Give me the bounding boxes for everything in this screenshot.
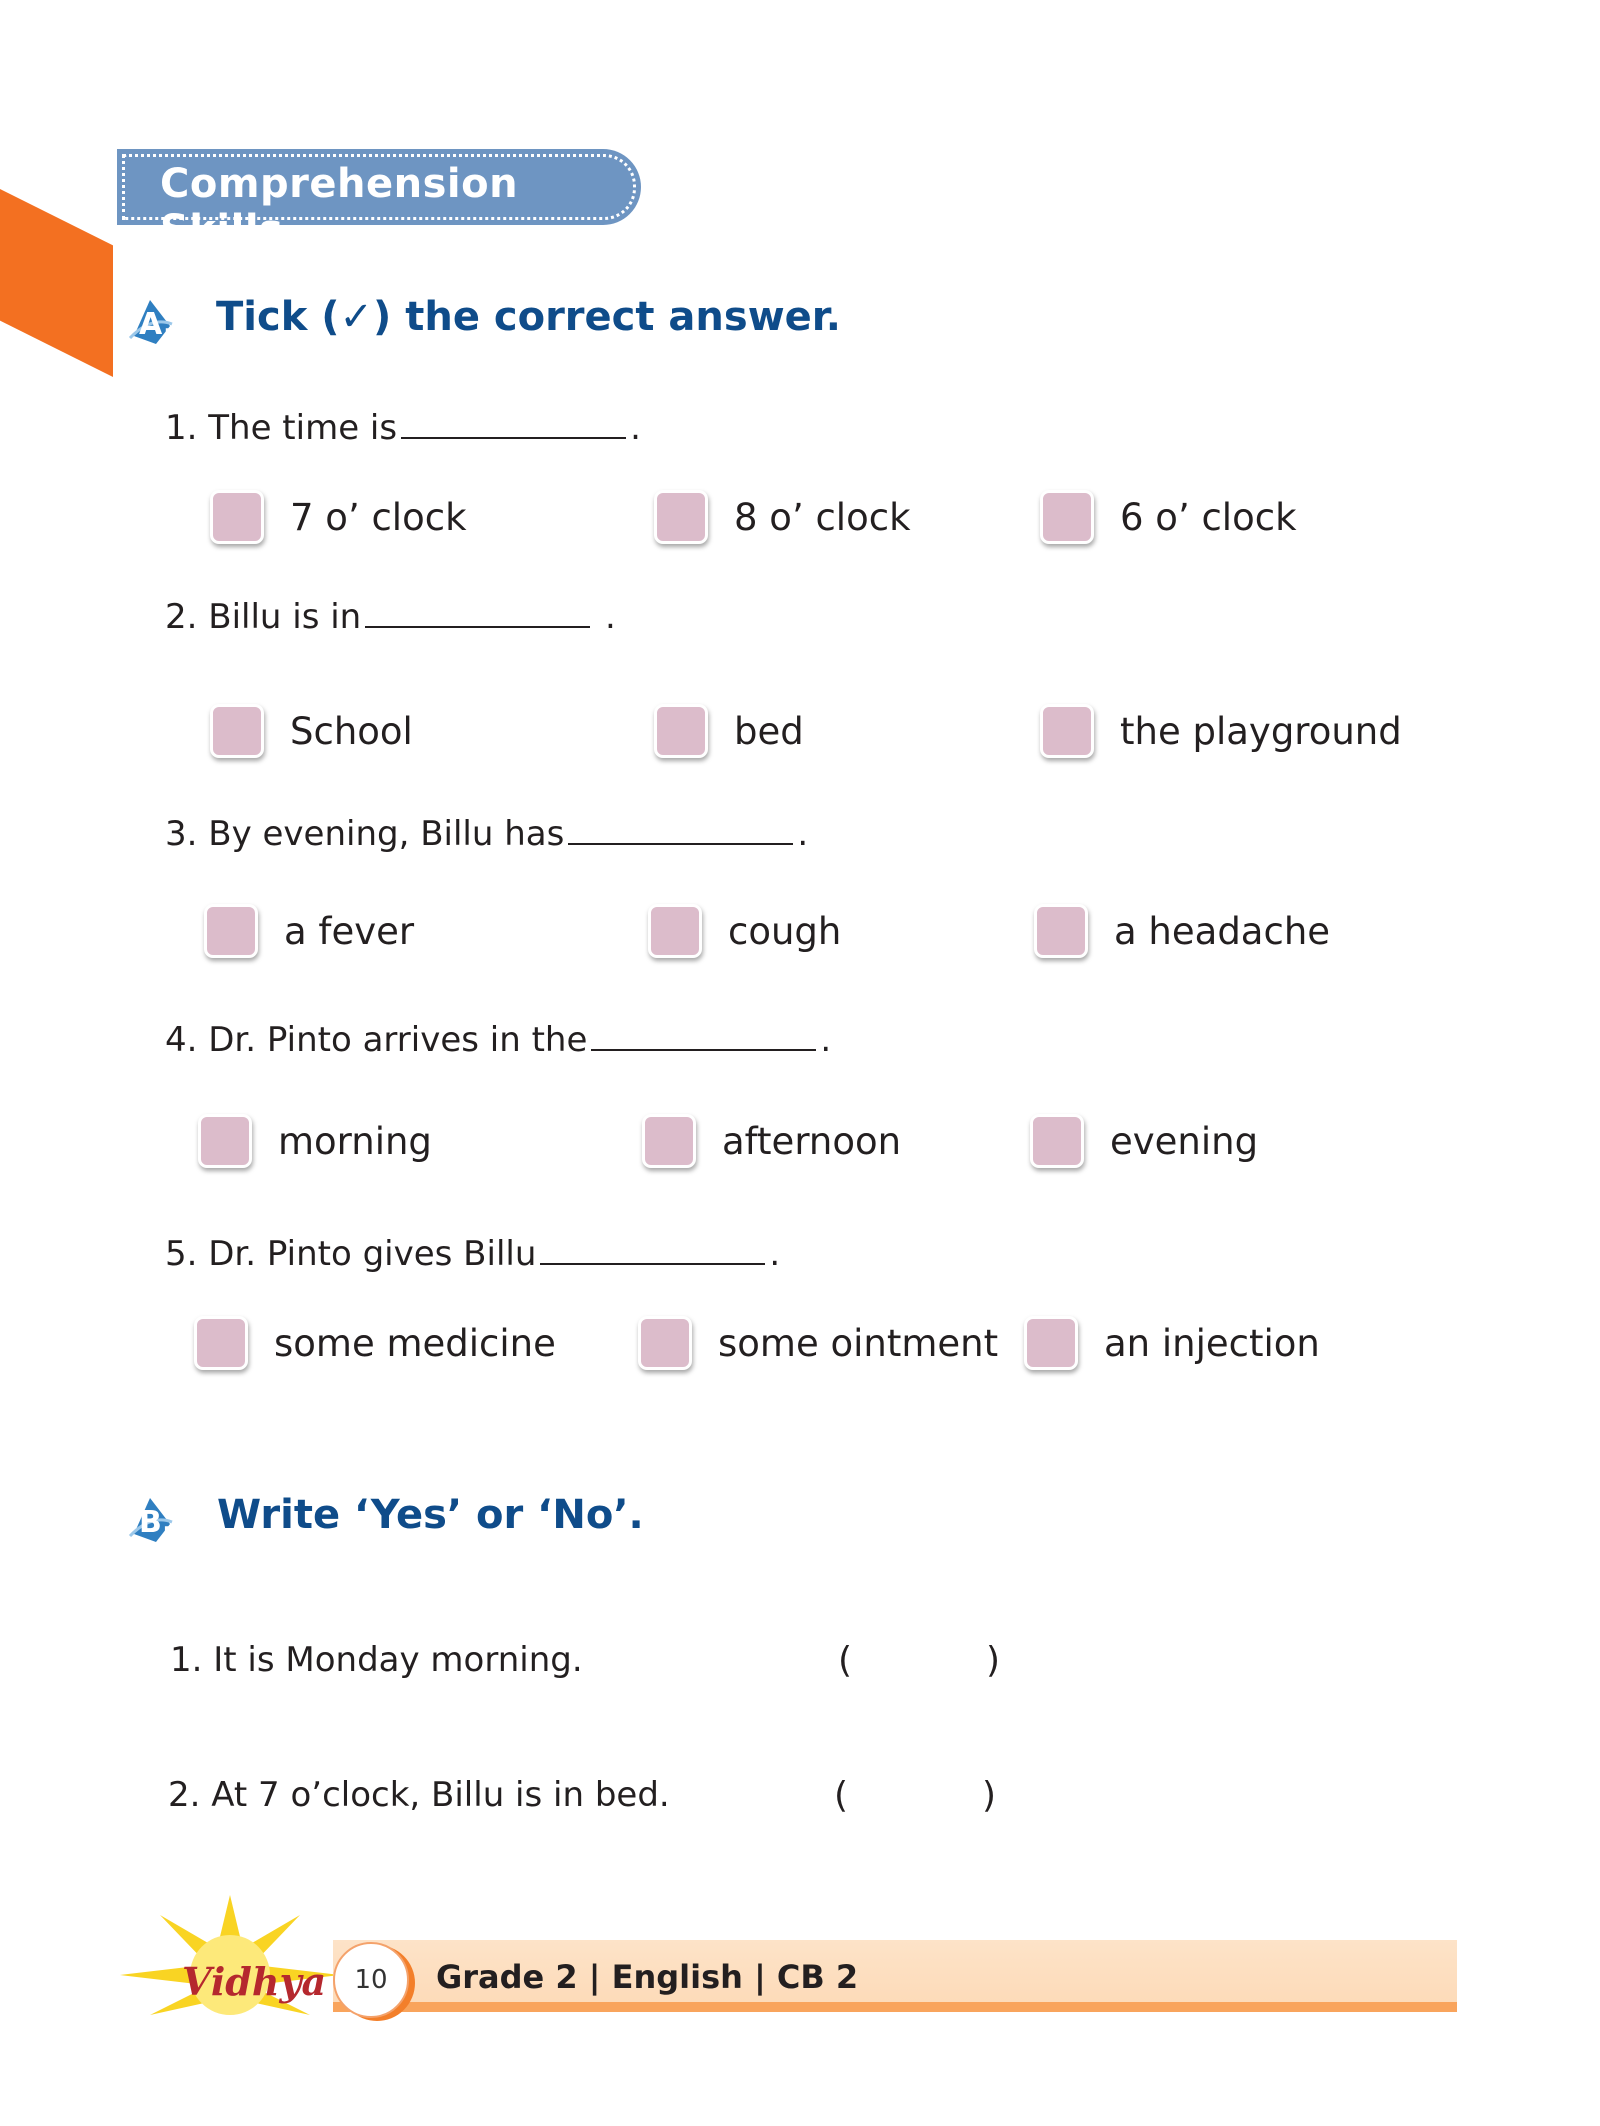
yes-no-item: 2. At 7 o’clock, Billu is in bed. [168,1775,670,1815]
tick-checkbox[interactable] [194,1316,248,1370]
banner-title: Comprehension Skills [160,161,519,253]
tick-checkbox[interactable] [638,1316,692,1370]
section-a-badge-icon [126,296,176,346]
tick-checkbox[interactable] [654,490,708,544]
question-text: 5. Dr. Pinto gives Billu [165,1234,537,1274]
option-label: evening [1110,1119,1259,1163]
answer-blank [401,409,626,439]
option-label: 7 o’ clock [290,495,467,539]
question-end: . [769,1234,781,1274]
section-banner [117,149,641,253]
option-label: cough [728,909,842,953]
question-end: . [594,597,616,637]
tick-checkbox[interactable] [654,704,708,758]
answer-field-2[interactable] [856,1775,976,1819]
answer-option[interactable] [1040,490,1297,544]
answer-option[interactable] [638,1316,998,1370]
question [165,408,641,448]
question-end: . [630,408,641,448]
tick-checkbox[interactable] [1024,1316,1078,1370]
question-text: 4. Dr. Pinto arrives in the [165,1020,588,1060]
tick-checkbox[interactable] [642,1114,696,1168]
footer-text: Grade 2 | English | CB 2 [436,1958,859,1996]
question [165,1234,780,1274]
answer-blank [365,598,590,628]
answer-option[interactable] [648,904,841,958]
answer-option[interactable] [1030,1114,1258,1168]
question-end: . [797,814,809,854]
answer-blank [540,1235,765,1265]
answer-option[interactable] [642,1114,901,1168]
section-b-title: Write ‘Yes’ or ‘No’. [217,1492,644,1538]
section-b-badge-icon [126,1494,176,1544]
question [165,814,808,854]
option-label: a fever [284,909,415,953]
option-label: morning [278,1119,432,1163]
answer-option[interactable] [198,1114,432,1168]
option-label: 6 o’ clock [1120,495,1297,539]
option-label: the playground [1120,709,1402,753]
question-end: . [820,1020,832,1060]
tick-checkbox[interactable] [1030,1114,1084,1168]
section-b-letter: B. [139,1505,174,1540]
corner-decoration [0,189,113,377]
answer-field-1[interactable] [860,1640,980,1684]
option-label: a headache [1114,909,1331,953]
tick-checkbox[interactable] [198,1114,252,1168]
question-text: 1. The time is [165,408,398,448]
answer-blank [591,1021,816,1051]
close-paren: ) [986,1640,1001,1681]
answer-option[interactable] [1040,704,1402,758]
option-label: afternoon [722,1119,902,1163]
answer-option[interactable] [194,1316,556,1370]
tick-checkbox[interactable] [204,904,258,958]
question [165,597,616,637]
answer-blank [568,815,793,845]
option-label: an injection [1104,1321,1320,1365]
section-a-letter: A. [139,307,175,342]
answer-option[interactable] [654,490,911,544]
section-a-title: Tick (✓) the correct answer. [216,294,841,340]
yes-no-item: 1. It is Monday morning. [170,1640,583,1680]
tick-checkbox[interactable] [210,490,264,544]
close-paren: ) [982,1775,997,1816]
answer-option[interactable] [210,704,413,758]
question [165,1020,831,1060]
vidhya-logo [120,1895,340,2025]
tick-checkbox[interactable] [1040,704,1094,758]
question-text: 3. By evening, Billu has [165,814,565,854]
answer-option[interactable] [1024,1316,1320,1370]
option-label: 8 o’ clock [734,495,911,539]
answer-option[interactable] [654,704,804,758]
tick-checkbox[interactable] [648,904,702,958]
tick-checkbox[interactable] [1034,904,1088,958]
answer-option[interactable] [210,490,467,544]
svg-text:Vidhya: Vidhya [182,1959,327,2004]
tick-checkbox[interactable] [1040,490,1094,544]
question-text: 2. Billu is in [165,597,362,637]
open-paren: ( [838,1640,853,1681]
answer-option[interactable] [1034,904,1330,958]
tick-checkbox[interactable] [210,704,264,758]
option-label: some ointment [718,1321,999,1365]
answer-option[interactable] [204,904,414,958]
option-label: some medicine [274,1321,556,1365]
option-label: bed [734,709,804,753]
option-label: School [290,709,413,753]
page-number: 10 [333,1942,409,2018]
open-paren: ( [834,1775,849,1816]
